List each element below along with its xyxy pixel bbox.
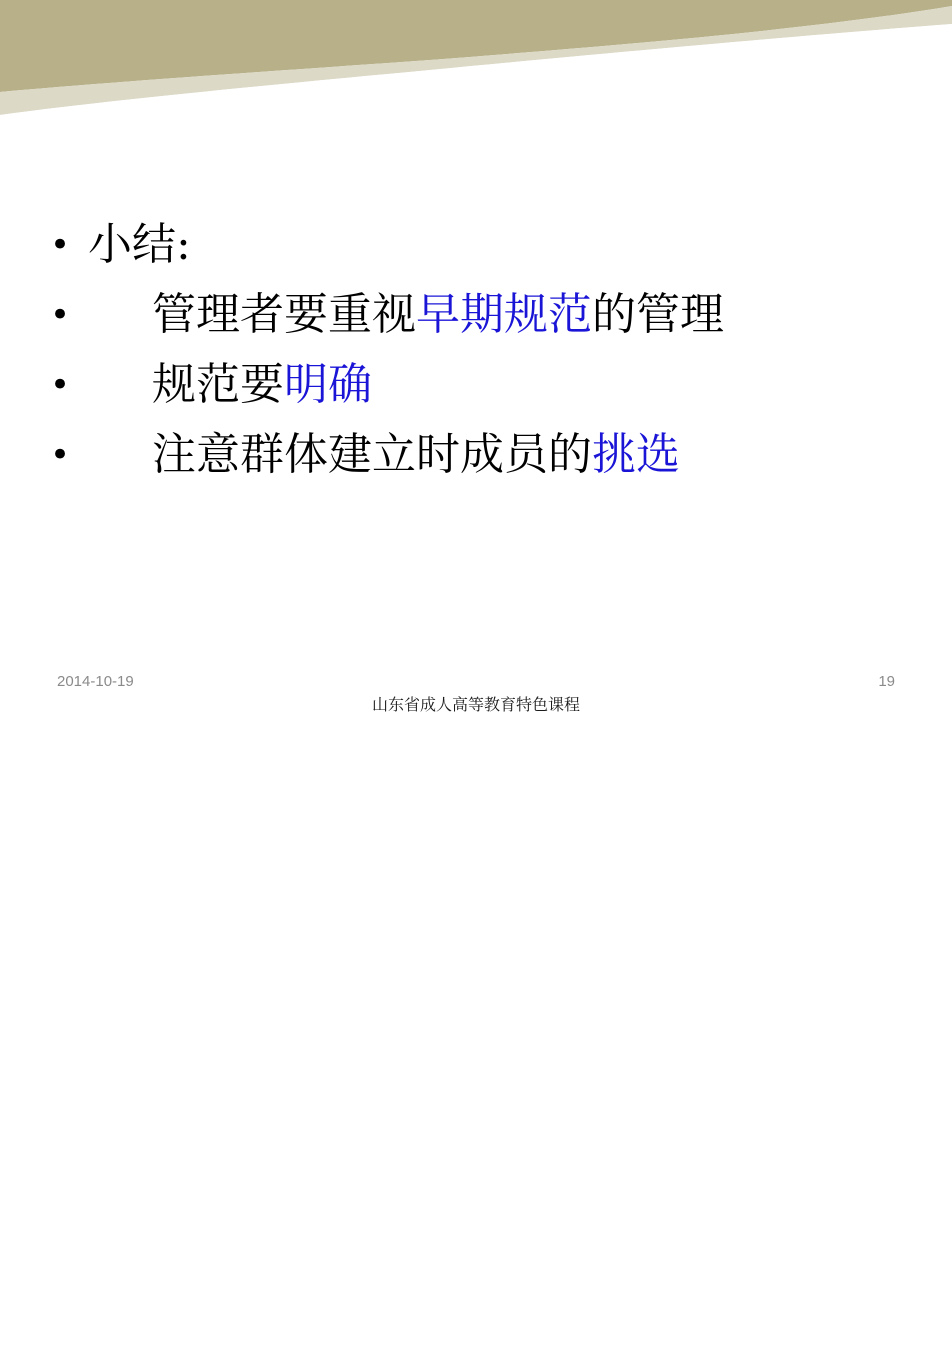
bullet-text-emphasis: 明确 xyxy=(284,359,372,410)
bullet-list xyxy=(0,210,952,490)
bullet-text-plain: 管理者要重视 xyxy=(152,289,416,340)
footer-course-title: 山东省成人高等教育特色课程 xyxy=(371,695,580,714)
decorative-banner xyxy=(0,0,952,130)
bullet-dot-icon: • xyxy=(50,295,71,335)
bullet-text xyxy=(152,280,724,350)
bullet-text xyxy=(152,420,680,490)
bullet-dot-icon: • xyxy=(50,435,71,475)
bullet-item xyxy=(0,350,952,420)
footer-date: 2014-10-19 xyxy=(57,673,134,690)
bullet-dot-icon: • xyxy=(50,225,71,265)
bullet-item xyxy=(0,420,952,490)
page-number: 19 xyxy=(878,673,895,690)
bullet-text-plain: 的管理 xyxy=(592,289,724,340)
slide-heading-item xyxy=(0,210,952,280)
bullet-text-plain: 规范要 xyxy=(152,359,284,410)
bullet-dot-icon: • xyxy=(50,365,71,405)
bullet-text xyxy=(152,350,372,420)
bullet-item xyxy=(0,280,952,350)
bullet-text-plain: 注意群体建立时成员的 xyxy=(152,429,592,480)
slide-heading: 小结: xyxy=(88,219,191,270)
bullet-text-emphasis: 挑选 xyxy=(592,429,680,480)
bullet-text-emphasis: 早期规范 xyxy=(416,289,592,340)
